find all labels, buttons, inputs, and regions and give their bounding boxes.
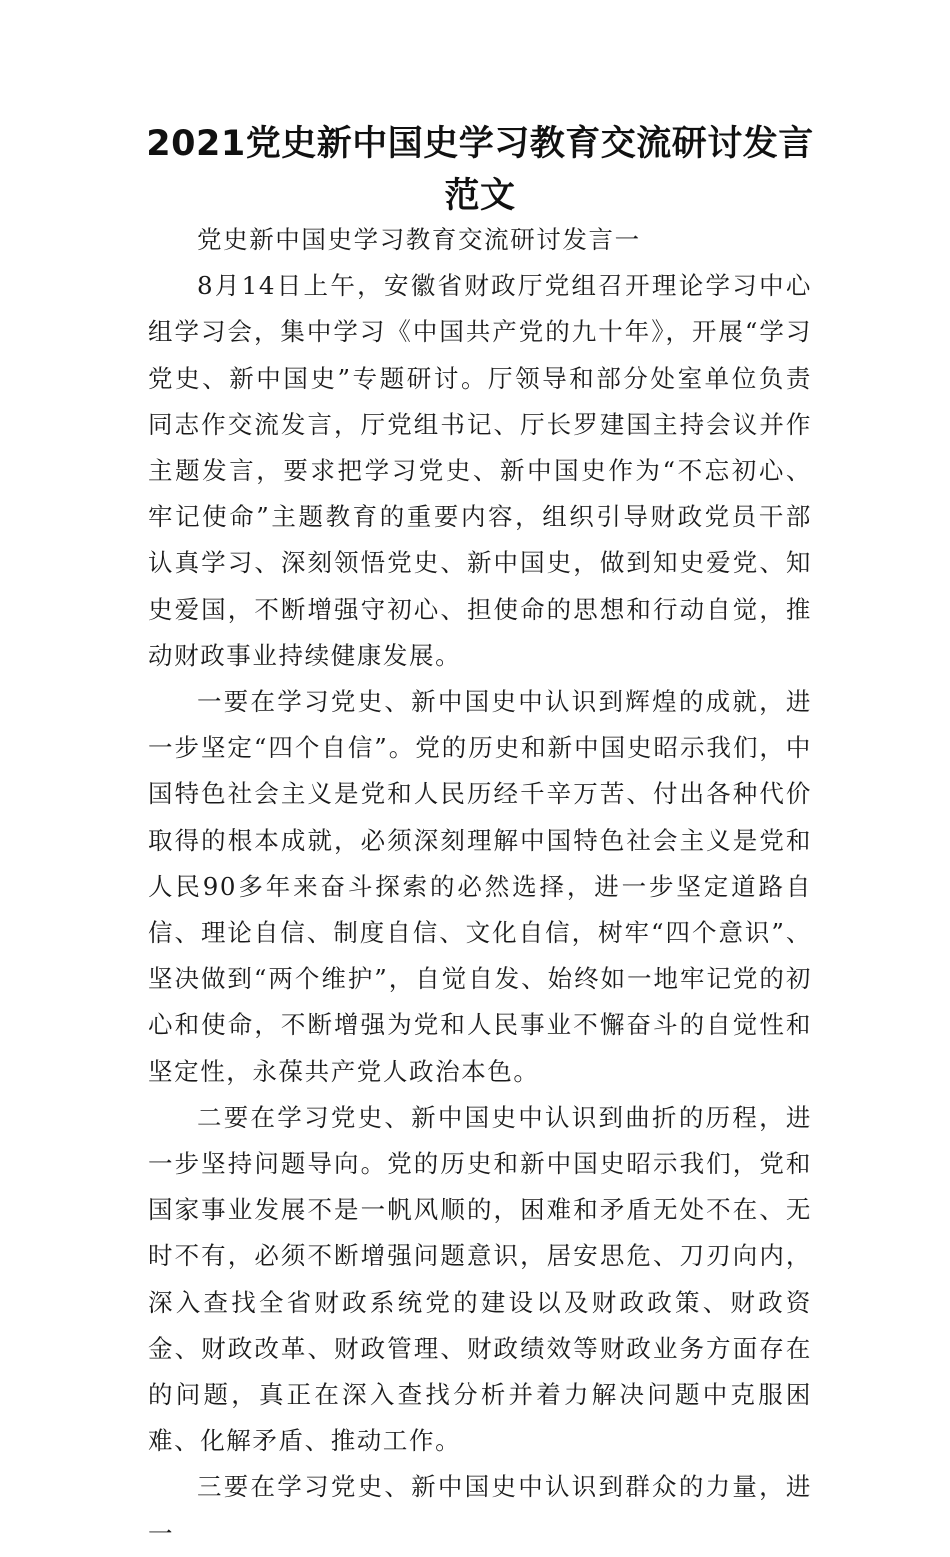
- paragraph-point-one: 一要在学习党史、新中国史中认识到辉煌的成就，进一步坚定“四个自信”。党的历史和新中国史昭示我们，中国特色社会主义是党和人民历经千辛万苦、付出各种代价取得的根本成就，必须深刻理解中国特色社会主义是党和人民90多年来奋斗探索的必然选择，进一步坚定道路自信、理论自信、制度自信、文化自信，树牢“四个意识”、坚决做到“两个维护”，自觉自发、始终如一地牢记党的初心和使命，不断增强为党和人民事业不懈奋斗的自觉性和坚定性，永葆共产党人政治本色。: [148, 687, 812, 1086]
- paragraph-point-two: 二要在学习党史、新中国史中认识到曲折的历程，进一步坚持问题导向。党的历史和新中国史昭示我们，党和国家事业发展不是一帆风顺的，困难和矛盾无处不在、无时不有，必须不断增强问题意识，居安思危、刀刃向内，深入查找全省财政系统党的建设以及财政政策、财政资金、财政改革、财政管理、财政绩效等财政业务方面存在的问题，真正在深入查找分析并着力解决问题中克服困难、化解矛盾、推动工作。: [148, 1102, 812, 1456]
- paragraph-subtitle: 党史新中国史学习教育交流研讨发言一: [197, 225, 641, 254]
- document-body: [148, 217, 812, 1557]
- paragraph-point-three: 三要在学习党史、新中国史中认识到群众的力量，进一: [148, 1472, 812, 1548]
- paragraph-intro: 8月14日上午，安徽省财政厅党组召开理论学习中心组学习会，集中学习《中国共产党的九十年》，开展“学习党史、新中国史”专题研讨。厅领导和部分处室单位负责同志作交流发言，厅党组书记、厅长罗建国主持会议并作主题发言，要求把学习党史、新中国史作为“不忘初心、牢记使命”主题教育的重要内容，组织引导财政党员干部认真学习、深刻领悟党史、新中国史，做到知史爱党、知史爱国，不断增强守初心、担使命的思想和行动自觉，推动财政事业持续健康发展。: [148, 271, 812, 670]
- document-title: 2021党史新中国史学习教育交流研讨发言范文: [146, 124, 814, 216]
